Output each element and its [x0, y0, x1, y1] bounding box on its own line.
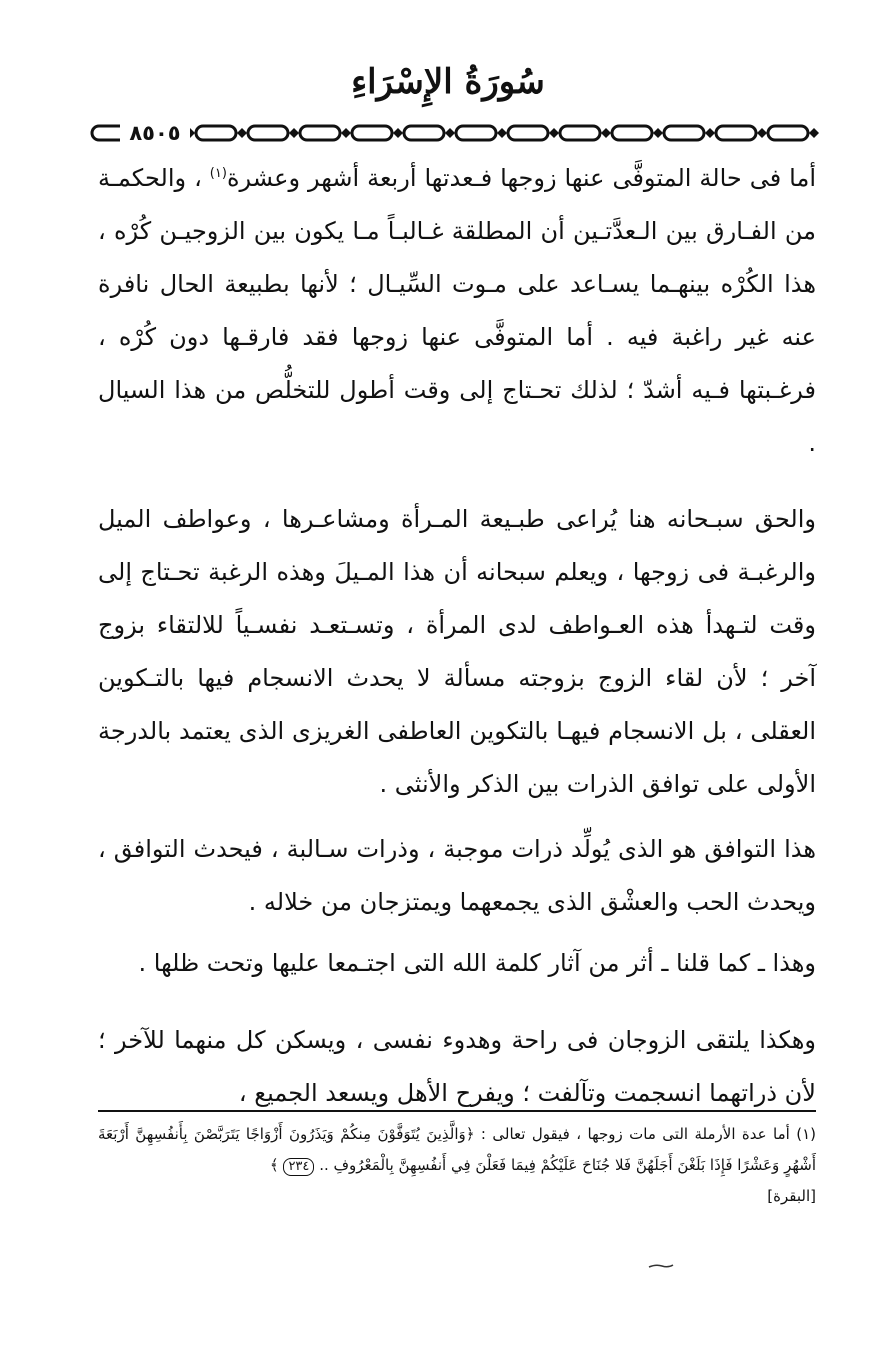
- page-mark: [648, 1263, 674, 1269]
- main-text: [98, 152, 816, 1120]
- ayah-number: ٢٣٤: [283, 1158, 314, 1176]
- quran-closing-bracket: ﴾: [269, 1156, 279, 1174]
- footnote-divider: [98, 1110, 816, 1112]
- ornament-oval: [612, 126, 652, 140]
- ornament-oval: [508, 126, 548, 140]
- paragraph: وهكذا يلتقى الزوجان فى راحة وهدوء نفسى ، ويسكن كل منهما للآخر ؛ لأن ذراتهما انسجمت وتآلفت ؛ ويفرح الأهل ويسعد الجميع ،: [98, 1026, 816, 1107]
- ornament-oval: [456, 126, 496, 140]
- ornamental-border: [88, 118, 848, 148]
- footnote: [98, 1119, 816, 1212]
- ornament-diamond: [289, 128, 299, 138]
- ornament-diamond: [237, 128, 247, 138]
- ornament-oval: [664, 126, 704, 140]
- paragraph-text-continued: ، والحكمـة من الفـارق بين الـعدَّتـين أن المطلقة غـالبـاً مـا يكون بين الزوجيـن كُرْه ، هذا الكُرْه بينهـما يسـاعد على مـوت السِّيـال ؛ لأنها بطبيعة الحال نافرة عنه غير راغبة فيه . أما المتوفَّى عنها زوجها فقد فارقـها دون كُرْه ، فرغـبتها فـيه أشدّ ؛ لذلك تحـتاج إلى وقت أطول للتخلُّص من هذا السيال .: [98, 164, 816, 457]
- page-number: ٨٥٠٥: [120, 118, 190, 148]
- ornament-diamond: [497, 128, 507, 138]
- surah-title: سُورَةُ الإِسْرَاءِ: [351, 62, 545, 102]
- ornament-oval: [404, 126, 444, 140]
- ornament-oval: [300, 126, 340, 140]
- ornament-diamond: [341, 128, 351, 138]
- ornament-oval: [768, 126, 808, 140]
- ornament-oval: [196, 126, 236, 140]
- paragraph: هذا التوافق هو الذى يُولِّد ذرات موجبة ، وذرات سـالبة ، فيحدث التوافق ، ويحدث الحب والعشْق الذى يجمعهما ويمتزجان من خلاله .: [98, 835, 816, 916]
- ornament-diamond: [549, 128, 559, 138]
- ornament-oval: [352, 126, 392, 140]
- chain-ornament: [88, 118, 848, 148]
- ornament-oval: [248, 126, 288, 140]
- paragraph: والحق سبـحانه هنا يُراعى طبـيعة المـرأة ومشاعـرها ، وعواطف الميل والرغبـة فى زوجها ، ويعلم سبحانه أن هذا المـيلَ وهذه الرغبة تحـتاج إلى وقت لتـهدأ هذه العـواطف لدى المرأة ، وتسـتعـد نفسـياً للالتقاء بزوج آخر ؛ لأن لقاء الزوج بزوجته مسألة لا يحدث الانسجام فيها بالتـكوين العقلى ، بل الانسجام فيهـا بالتكوين العاطفى الغريزى الذى يعتمد بالدرجة الأولى على توافق الذرات بين الذكر والأنثى .: [98, 505, 816, 798]
- paragraph: وهذا ـ كما قلنا ـ أثر من آثار كلمة الله التى اجتـمعا عليها وتحت ظلها .: [138, 949, 816, 977]
- ornament-oval: [716, 126, 756, 140]
- ornament-diamond: [653, 128, 663, 138]
- footnote-text: (١) أما عدة الأرملة التى مات زوجها ، فيقول تعالى : ﴿وَالَّذِينَ يُتَوَفَّوْنَ مِنكُمْ وَيَذَرُونَ أَزْوَاجًا يَتَرَبَّصْنَ بِأَنفُسِهِنَّ أَرْبَعَةَ أَشْهُرٍ وَعَشْرًا فَإِذَا بَلَغْنَ أَجَلَهُنَّ فَلا جُنَاحَ عَلَيْكُمْ فِيمَا فَعَلْنَ فِي أَنفُسِهِنَّ بِالْمَعْرُوفِ ..: [98, 1125, 816, 1174]
- ornament-diamond: [393, 128, 403, 138]
- ornament-diamond: [809, 128, 819, 138]
- ornament-diamond: [445, 128, 455, 138]
- footnote-reference: (١): [209, 166, 227, 181]
- paragraph-text: أما فى حالة المتوفَّى عنها زوجها فـعدتها أربعة أشهر وعشرة: [226, 164, 816, 192]
- ornament-diamond: [757, 128, 767, 138]
- ornament-oval: [560, 126, 600, 140]
- paragraph: [98, 152, 816, 470]
- ornament-diamond: [601, 128, 611, 138]
- footnote-source: [البقرة]: [767, 1187, 816, 1205]
- ornament-diamond: [705, 128, 715, 138]
